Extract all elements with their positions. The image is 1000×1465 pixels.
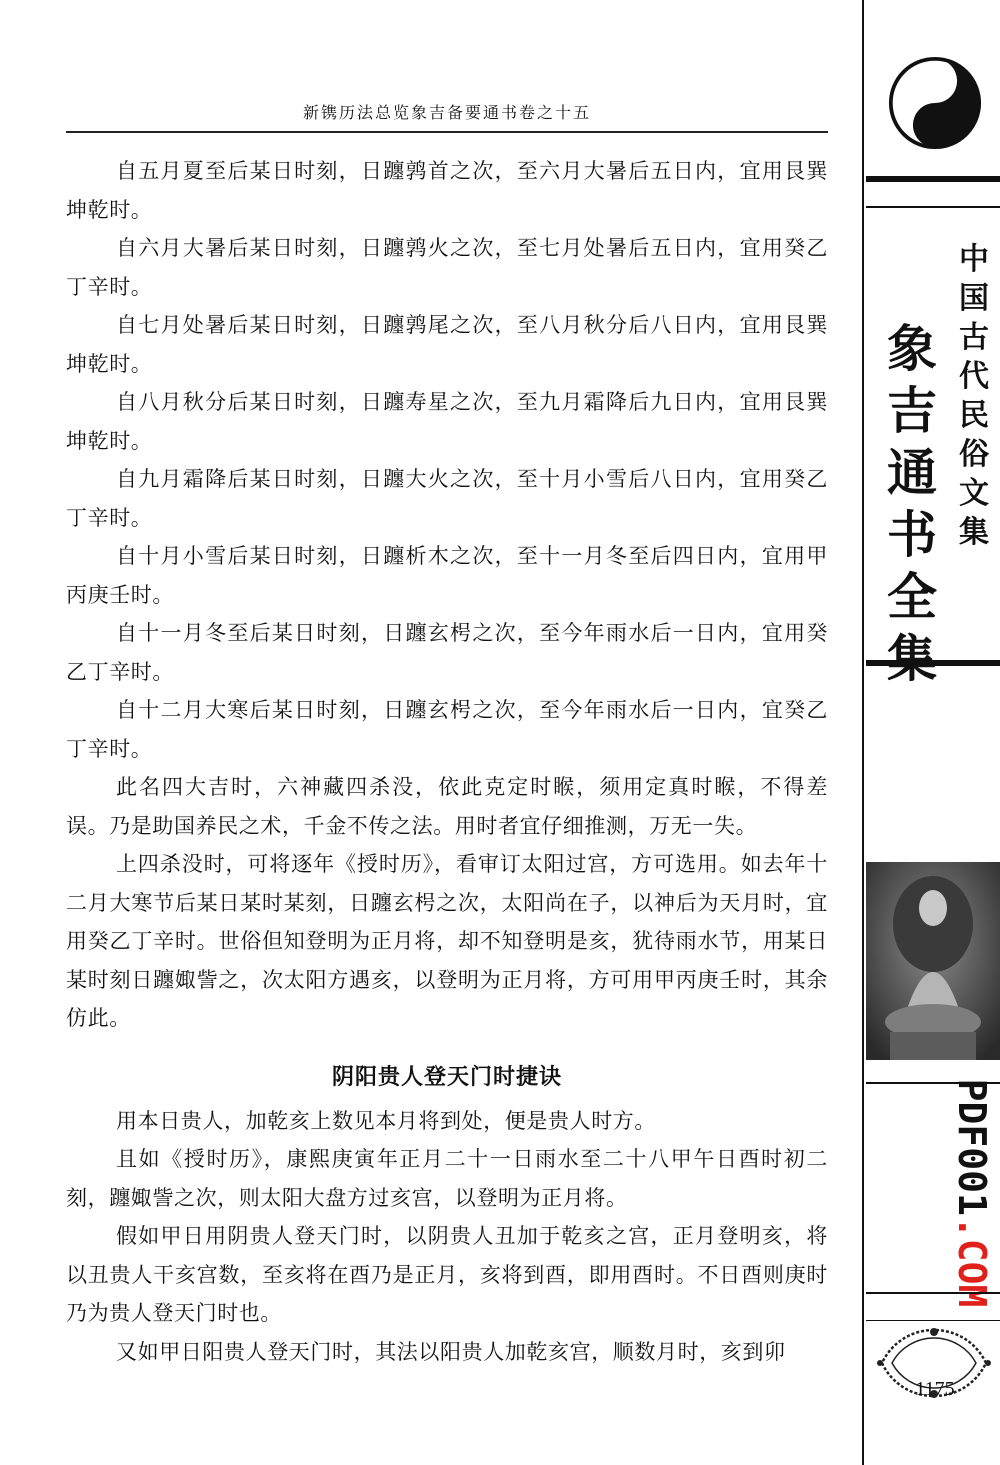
paragraph: 且如《授时历》，康熙庚寅年正月二十一日雨水至二十八甲午日酉时初二刻，躔娵訾之次，则太阳大盘方过亥宫，以登明为正月将。 [66, 1147, 828, 1210]
main-text-column [66, 0, 828, 1465]
section-heading: 阴阳贵人登天门时捷诀 [331, 1064, 562, 1090]
paragraph: 自十月小雪后某日时刻，日躔析木之次，至十一月冬至后四日内，宜用甲丙庚壬时。 [66, 544, 828, 607]
header-rule [66, 131, 828, 133]
paragraph: 上四杀没时，可将逐年《授时历》，看审订太阳过宫，方可选用。如去年十二月大寒节后某日某时某刻，日躔玄枵之次，太阳尚在子，以神后为天月时，宜用癸乙丁辛时。世俗但知登明为正月将，却不知登明是亥，犹待雨水节，用某日某时刻日躔娵訾之，次太阳方遇亥，以登明为正月将，方可用甲丙庚壬时，其余仿此。 [66, 852, 828, 1030]
paragraph: 假如甲日用阴贵人登天门时，以阴贵人丑加于乾亥之宫，正月登明亥，将以丑贵人干亥宫数，至亥将在酉乃是正月，亥将到酉，即用酉时。不日酉则庚时乃为贵人登天门时也。 [66, 1224, 828, 1325]
watermark [951, 1063, 993, 1323]
sidebar-band [866, 176, 1000, 182]
body-text [66, 152, 828, 1371]
paragraph: 又如甲日阳贵人登天门时，其法以阳贵人加乾亥宫，顺数月时，亥到卯 [116, 1339, 786, 1364]
watermark-text-red: .COM [950, 1215, 994, 1308]
paragraph: 自十一月冬至后某日时刻，日躔玄枵之次，至今年雨水后一日内，宜用癸乙丁辛时。 [66, 621, 828, 684]
paragraph: 自六月大暑后某日时刻，日躔鹑火之次，至七月处暑后五日内，宜用癸乙丁辛时。 [66, 236, 828, 299]
paragraph: 自七月处暑后某日时刻，日躔鹑尾之次，至八月秋分后八日内，宜用艮巽坤乾时。 [66, 313, 828, 376]
buddha-statue-image [866, 862, 1000, 1060]
paragraph: 自八月秋分后某日时刻，日躔寿星之次，至九月霜降后九日内，宜用艮巽坤乾时。 [66, 390, 828, 453]
yin-yang-icon [888, 56, 982, 150]
paragraph: 自五月夏至后某日时刻，日躔鹑首之次，至六月大暑后五日内，宜用艮巽坤乾时。 [66, 159, 828, 222]
book-title: 象吉通书全集 [887, 319, 937, 688]
series-title: 中国古代民俗文集 [959, 242, 989, 550]
sidebar-rule [866, 1320, 1000, 1321]
paragraph: 自九月霜降后某日时刻，日躔大火之次，至十月小雪后八日内，宜用癸乙丁辛时。 [66, 467, 828, 530]
sidebar-divider [862, 0, 864, 1465]
sidebar-rule [866, 1292, 1000, 1294]
paragraph: 自十二月大寒后某日时刻，日躔玄枵之次，至今年雨水后一日内，宜癸乙丁辛时。 [66, 698, 828, 761]
paragraph: 此名四大吉时，六神藏四杀没，依此克定时睺，须用定真时睺，不得差误。乃是助国养民之术，千金不传之法。用时者宜仔细推测，万无一失。 [66, 775, 828, 838]
running-header: 新镌历法总览象吉备要通书卷之十五 [302, 103, 591, 122]
watermark-text: PDF001 [950, 1078, 994, 1216]
sidebar-band [866, 206, 1000, 208]
page-number: 1175 [915, 1378, 955, 1400]
paragraph: 用本日贵人，加乾亥上数见本月将到处，便是贵人时方。 [116, 1108, 656, 1133]
